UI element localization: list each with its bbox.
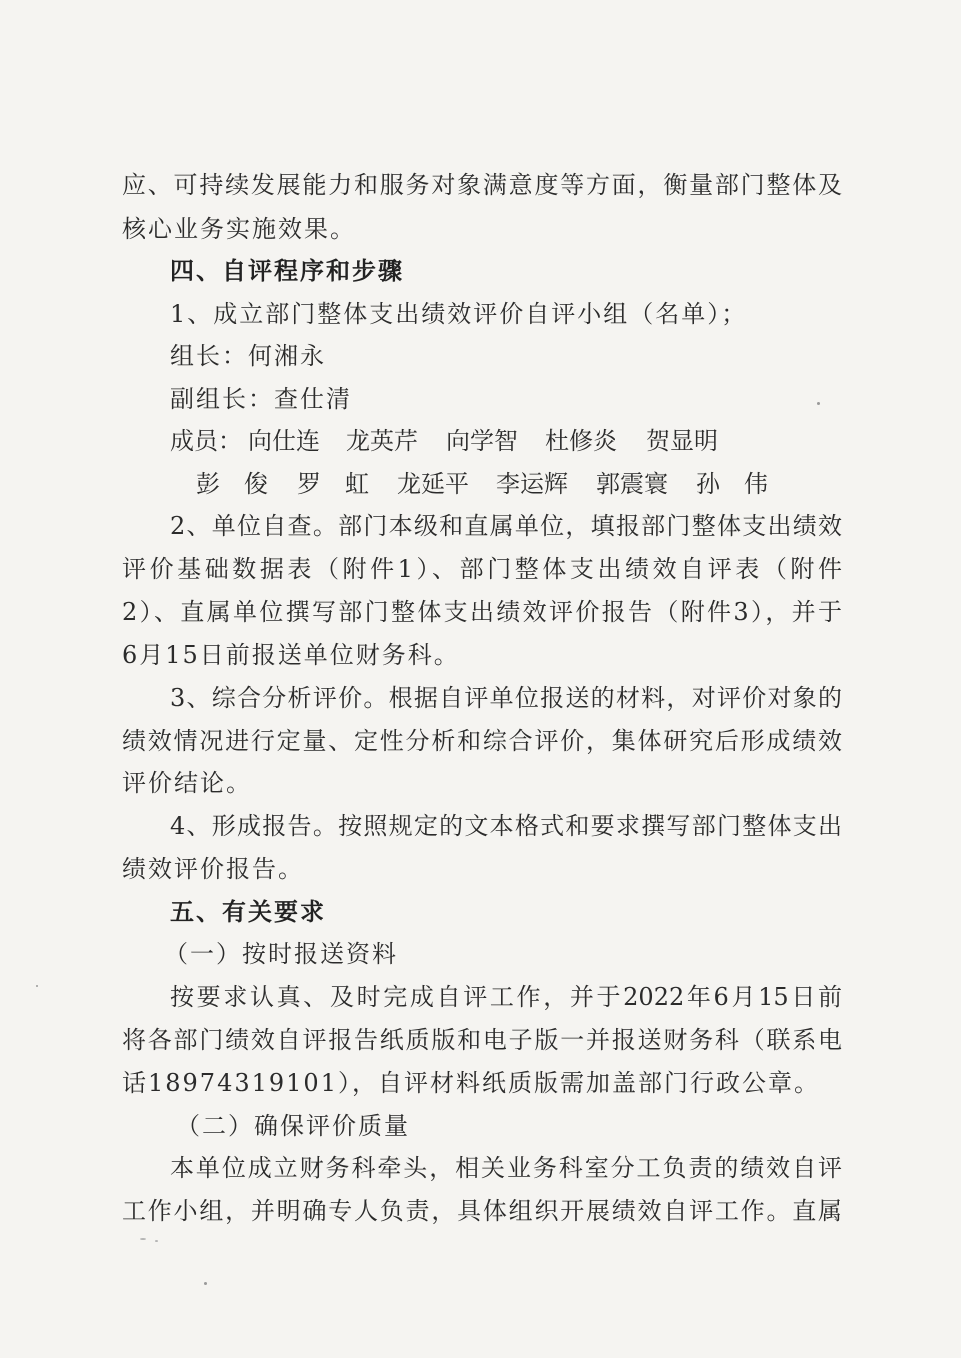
scan-speck <box>155 1240 158 1242</box>
paragraph-line: 应、可持续发展能力和服务对象满意度等方面，衡量部门整体及 <box>122 171 842 199</box>
section-heading: 四、自评程序和步骤 <box>170 256 404 285</box>
member-name: 龙延平 <box>397 470 469 498</box>
deputy-leader-line: 副组长：查仕清 <box>170 385 352 413</box>
step-line: 1、成立部门整体支出绩效评价自评小组（名单）； <box>170 300 748 328</box>
subsection-heading: （二）确保评价质量 <box>176 1112 410 1140</box>
paragraph-line: 2、单位自查。部门本级和直属单位，填报部门整体支出绩效 <box>170 512 842 540</box>
paragraph-line: 绩效评价报告。 <box>122 855 304 883</box>
member-name: 龙英芹 <box>346 427 418 455</box>
paragraph-line: 核心业务实施效果。 <box>122 215 356 243</box>
subsection-heading: （一）按时报送资料 <box>164 940 398 968</box>
section-heading: 五、有关要求 <box>170 897 326 926</box>
paragraph-line: 6月15日前报送单位财务科。 <box>122 641 460 669</box>
scan-speck <box>204 1282 207 1285</box>
member-name: 杜修炎 <box>545 427 617 455</box>
member-name: 向仕连 <box>248 427 320 455</box>
member-name: 罗 虹 <box>297 470 369 498</box>
paragraph-line: 评价基础数据表（附件1）、部门整体支出绩效自评表（附件 <box>122 555 842 583</box>
member-name: 李运辉 <box>496 470 568 498</box>
paragraph-line: 将各部门绩效自评报告纸质版和电子版一并报送财务科（联系电 <box>122 1026 842 1054</box>
paragraph-line: 3、综合分析评价。根据自评单位报送的材料，对评价对象的 <box>170 684 842 712</box>
scan-speck <box>140 1238 146 1240</box>
scan-speck <box>36 985 38 987</box>
paragraph-line: 话18974319101），自评材料纸质版需加盖部门行政公章。 <box>122 1069 820 1097</box>
member-name: 郭震寰 <box>596 470 668 498</box>
paragraph-line: 4、形成报告。按照规定的文本格式和要求撰写部门整体支出 <box>170 812 842 840</box>
paragraph-line: 本单位成立财务科牵头，相关业务科室分工负责的绩效自评 <box>170 1154 842 1182</box>
scan-speck <box>817 402 820 405</box>
paragraph-line: 评价结论。 <box>122 769 252 797</box>
members-label: 成员： <box>170 427 242 455</box>
leader-line: 组长：何湘永 <box>170 342 326 370</box>
member-name: 孙 伟 <box>696 470 768 498</box>
paragraph-line: 2）、直属单位撰写部门整体支出绩效评价报告（附件3），并于 <box>122 598 842 626</box>
paragraph-line: 工作小组，并明确专人负责，具体组织开展绩效自评工作。直属 <box>122 1197 842 1225</box>
paragraph-line: 绩效情况进行定量、定性分析和综合评价，集体研究后形成绩效 <box>122 727 842 755</box>
member-name: 彭 俊 <box>196 470 268 498</box>
member-name: 贺显明 <box>646 427 718 455</box>
member-name: 向学智 <box>446 427 518 455</box>
paragraph-line: 按要求认真、及时完成自评工作，并于2022年6月15日前 <box>170 983 842 1011</box>
